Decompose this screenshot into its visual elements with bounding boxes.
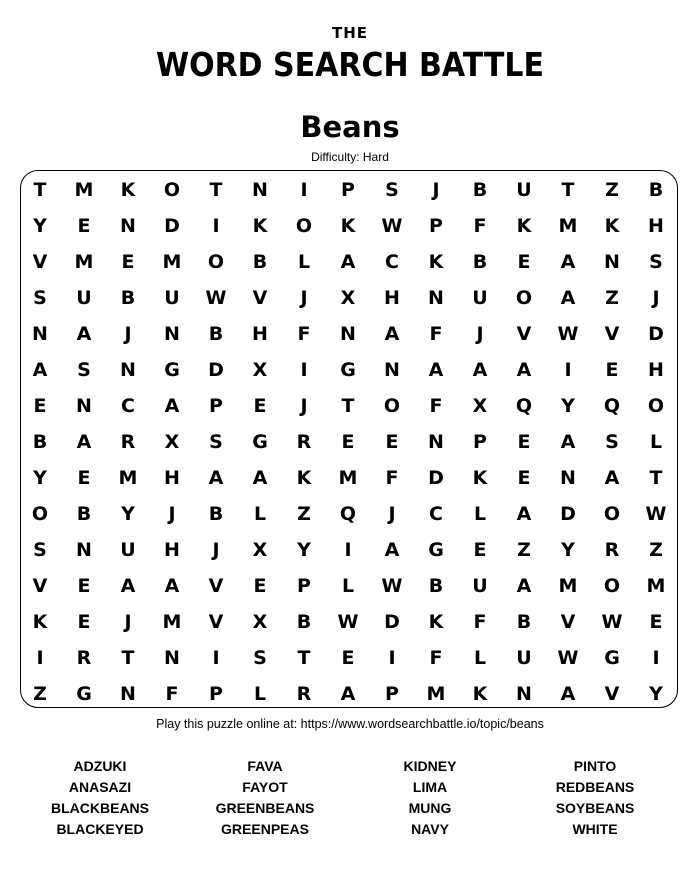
grid-cell[interactable]: M [118,467,138,489]
grid-cell[interactable]: N [428,287,444,309]
grid-cell[interactable]: W [381,575,403,597]
word-item: GREENBEANS [215,800,315,816]
grid-cell[interactable]: B [208,503,224,525]
grid-cell[interactable]: W [645,503,667,525]
grid-cell[interactable]: E [77,467,91,489]
grid-cell[interactable]: S [77,359,91,381]
grid-cell[interactable]: H [648,215,664,237]
grid-cell[interactable]: J [124,611,132,633]
word-column [185,756,345,840]
grid-cell[interactable]: F [429,323,443,345]
grid-cell[interactable]: H [252,323,268,345]
grid-cell[interactable]: D [428,467,444,489]
grid-cell[interactable]: I [212,215,220,237]
grid-cell[interactable]: M [646,575,666,597]
grid-cell[interactable]: U [472,287,488,309]
grid-cell[interactable]: S [385,179,399,201]
grid-cell[interactable]: I [300,359,308,381]
grid-row [18,640,678,676]
grid-row [18,172,678,208]
grid-cell[interactable]: U [516,647,532,669]
grid-cell[interactable]: U [516,179,532,201]
grid-cell[interactable]: M [162,611,182,633]
grid-cell[interactable]: D [164,215,180,237]
word-item: FAYOT [242,779,288,795]
word-item: ANASAZI [68,779,132,795]
grid-cell[interactable]: R [296,431,312,453]
grid-cell[interactable]: R [296,683,312,705]
grid-cell[interactable]: I [564,359,572,381]
grid-cell[interactable]: E [77,215,91,237]
word-item: FAVA [247,758,283,774]
grid-cell[interactable]: K [604,215,620,237]
grid-cell[interactable]: I [344,539,352,561]
grid-cell[interactable]: C [385,251,399,273]
grid-row [18,280,678,316]
grid-row [18,568,678,604]
grid-cell[interactable]: A [32,359,48,381]
grid-cell[interactable]: Q [603,395,621,417]
grid-cell[interactable]: M [338,467,358,489]
grid-cell[interactable]: A [604,467,620,489]
grid-cell[interactable]: J [388,503,396,525]
grid-cell[interactable]: D [384,611,400,633]
difficulty-label: Difficulty: Hard [311,150,389,164]
grid-cell[interactable]: O [163,179,181,201]
grid-cell[interactable]: B [428,575,444,597]
grid-cell[interactable]: S [253,647,267,669]
grid-cell[interactable]: W [205,287,227,309]
grid-cell[interactable]: E [605,359,619,381]
grid-cell[interactable]: T [297,647,311,669]
grid-cell[interactable]: I [652,647,660,669]
grid-cell[interactable]: E [517,467,531,489]
grid-cell[interactable]: E [77,575,91,597]
grid-cell[interactable]: T [561,179,575,201]
grid-row [18,604,678,640]
grid-cell[interactable]: U [120,539,136,561]
grid-cell[interactable]: G [428,539,444,561]
grid-cell[interactable]: H [164,467,180,489]
grid-cell[interactable]: K [516,215,532,237]
grid-cell[interactable]: L [473,647,487,669]
grid-cell[interactable]: E [517,431,531,453]
grid-cell[interactable]: A [120,575,136,597]
grid-cell[interactable]: X [340,287,356,309]
grid-cell[interactable]: Z [297,503,311,525]
grid-cell[interactable]: U [76,287,92,309]
grid-cell[interactable]: S [33,287,47,309]
grid-cell[interactable]: A [164,395,180,417]
grid-cell[interactable]: J [476,323,484,345]
grid-row [18,424,678,460]
grid-cell[interactable]: H [384,287,400,309]
grid-cell[interactable]: Z [605,287,619,309]
grid-cell[interactable]: N [560,467,576,489]
word-item: MUNG [408,800,452,816]
grid-cell[interactable]: L [253,683,267,705]
grid-cell[interactable]: L [297,251,311,273]
grid-cell[interactable]: P [297,575,311,597]
grid-cell[interactable]: W [557,647,579,669]
grid-cell[interactable]: G [340,359,356,381]
grid-cell[interactable]: N [252,179,268,201]
grid-cell[interactable]: W [337,611,359,633]
grid-cell[interactable]: F [385,467,399,489]
grid-cell[interactable]: K [296,467,312,489]
grid-cell[interactable]: A [252,467,268,489]
grid-cell[interactable]: E [341,647,355,669]
grid-cell[interactable]: L [253,503,267,525]
grid-cell[interactable]: E [649,611,663,633]
grid-cell[interactable]: P [341,179,355,201]
word-item: GREENPEAS [221,821,309,837]
word-item: SOYBEANS [555,800,635,816]
grid-cell[interactable]: K [120,179,136,201]
grid-cell[interactable]: M [558,575,578,597]
grid-cell[interactable]: N [428,431,444,453]
grid-cell[interactable]: N [120,683,136,705]
grid-cell[interactable]: A [472,359,488,381]
grid-cell[interactable]: W [381,215,403,237]
word-item: LIMA [412,779,448,795]
grid-cell[interactable]: T [649,467,663,489]
word-item: KIDNEY [403,758,457,774]
grid-cell[interactable]: B [472,251,488,273]
grid-cell[interactable]: E [253,395,267,417]
grid-cell[interactable]: V [208,611,224,633]
grid-cell[interactable]: O [647,395,665,417]
grid-cell[interactable]: E [517,251,531,273]
grid-cell[interactable]: X [252,611,268,633]
grid-row [18,460,678,496]
grid-cell[interactable]: G [164,359,180,381]
grid-cell[interactable]: N [604,251,620,273]
grid-cell[interactable]: M [74,179,94,201]
grid-cell[interactable]: V [32,251,48,273]
grid-cell[interactable]: Q [515,395,533,417]
grid-cell[interactable]: B [76,503,92,525]
grid-cell[interactable]: A [560,683,576,705]
grid-cell[interactable]: O [383,395,401,417]
grid-cell[interactable]: G [252,431,268,453]
grid-cell[interactable]: M [558,215,578,237]
grid-cell[interactable]: Z [517,539,531,561]
grid-cell[interactable]: A [560,431,576,453]
grid-cell[interactable]: I [300,179,308,201]
word-item: PINTO [573,758,617,774]
grid-cell[interactable]: V [604,683,620,705]
grid-cell[interactable]: M [426,683,446,705]
grid-cell[interactable]: U [472,575,488,597]
grid-row [18,208,678,244]
grid-cell[interactable]: R [120,431,136,453]
grid-cell[interactable]: S [649,251,663,273]
grid-cell[interactable]: V [516,323,532,345]
grid-cell[interactable]: N [384,359,400,381]
grid-cell[interactable]: G [76,683,92,705]
grid-row [18,496,678,532]
word-item: NAVY [411,821,449,837]
grid-cell[interactable]: J [300,395,308,417]
grid-cell[interactable]: A [340,251,356,273]
word-item: WHITE [572,821,618,837]
grid-cell[interactable]: A [428,359,444,381]
grid-cell[interactable]: E [77,611,91,633]
grid-cell[interactable]: K [32,611,48,633]
grid-cell[interactable]: T [341,395,355,417]
grid-cell[interactable]: F [297,323,311,345]
grid-cell[interactable]: A [164,575,180,597]
grid-cell[interactable]: I [36,647,44,669]
grid-cell[interactable]: X [472,395,488,417]
grid-cell[interactable]: A [516,575,532,597]
grid-cell[interactable]: C [429,503,443,525]
grid-cell[interactable]: N [76,539,92,561]
grid-cell[interactable]: I [388,647,396,669]
grid-cell[interactable]: Y [561,539,575,561]
grid-cell[interactable]: A [76,323,92,345]
brand-prefix: THE [331,24,369,42]
grid-cell[interactable]: K [428,611,444,633]
grid-cell[interactable]: B [516,611,532,633]
grid-cell[interactable]: Y [297,539,311,561]
grid-cell[interactable]: P [209,683,223,705]
grid-cell[interactable]: J [212,539,220,561]
grid-row [18,532,678,568]
grid-cell[interactable]: E [253,575,267,597]
grid-cell[interactable]: R [76,647,92,669]
grid-cell[interactable]: G [604,647,620,669]
grid-cell[interactable]: A [516,359,532,381]
grid-cell[interactable]: A [516,503,532,525]
grid-cell[interactable]: B [296,611,312,633]
grid-cell[interactable]: K [340,215,356,237]
grid-cell[interactable]: A [560,251,576,273]
grid-row [18,352,678,388]
grid-cell[interactable]: D [560,503,576,525]
grid-cell[interactable]: V [604,323,620,345]
grid-cell[interactable]: N [164,323,180,345]
grid-cell[interactable]: K [252,215,268,237]
grid-cell[interactable]: E [473,539,487,561]
grid-cell[interactable]: K [472,683,488,705]
grid-row [18,244,678,280]
grid-cell[interactable]: A [208,467,224,489]
grid-cell[interactable]: V [560,611,576,633]
grid-cell[interactable]: H [164,539,180,561]
grid-cell[interactable]: Y [33,467,47,489]
word-column [350,756,510,840]
grid-cell[interactable]: S [33,539,47,561]
puzzle-title: Beans [300,110,400,144]
grid-cell[interactable]: J [168,503,176,525]
grid-cell[interactable]: O [207,251,225,273]
grid-cell[interactable]: B [648,179,664,201]
grid-cell[interactable]: X [164,431,180,453]
grid-cell[interactable]: D [648,323,664,345]
grid-cell[interactable]: J [432,179,440,201]
grid-cell[interactable]: M [74,251,94,273]
grid-cell[interactable]: P [473,431,487,453]
grid-cell[interactable]: X [252,359,268,381]
grid-cell[interactable]: W [601,611,623,633]
grid-cell[interactable]: C [121,395,135,417]
grid-cell[interactable]: K [428,251,444,273]
grid-cell[interactable]: Y [121,503,135,525]
grid-cell[interactable]: A [560,287,576,309]
word-item: BLACKEYED [56,821,144,837]
grid-cell[interactable]: O [515,287,533,309]
grid-cell[interactable]: N [164,647,180,669]
grid-cell[interactable]: E [385,431,399,453]
grid-cell[interactable]: B [32,431,48,453]
grid-cell[interactable]: V [32,575,48,597]
grid-cell[interactable]: J [124,323,132,345]
grid-cell[interactable]: N [340,323,356,345]
grid-cell[interactable]: Q [339,503,357,525]
grid-cell[interactable]: T [121,647,135,669]
grid-cell[interactable]: N [516,683,532,705]
grid-cell[interactable]: U [164,287,180,309]
grid-row [18,316,678,352]
word-item: REDBEANS [555,779,635,795]
grid-cell[interactable]: O [603,503,621,525]
grid-cell[interactable]: P [209,395,223,417]
grid-cell[interactable]: O [31,503,49,525]
grid-cell[interactable]: F [473,611,487,633]
grid-cell[interactable]: V [208,575,224,597]
grid-cell[interactable]: F [473,215,487,237]
grid-cell[interactable]: P [429,215,443,237]
grid-cell[interactable]: A [384,539,400,561]
grid-cell[interactable]: Y [649,683,663,705]
grid-cell[interactable]: N [120,215,136,237]
grid-cell[interactable]: L [473,503,487,525]
grid-cell[interactable]: S [209,431,223,453]
grid-cell[interactable]: L [649,431,663,453]
grid-cell[interactable]: T [33,179,47,201]
grid-cell[interactable]: T [209,179,223,201]
grid-cell[interactable]: E [33,395,47,417]
grid-cell[interactable]: W [557,323,579,345]
grid-cell[interactable]: B [120,287,136,309]
grid-cell[interactable]: J [652,287,660,309]
grid-cell[interactable]: F [429,647,443,669]
grid-cell[interactable]: M [162,251,182,273]
grid-cell[interactable]: N [32,323,48,345]
grid-cell[interactable]: B [472,179,488,201]
grid-cell[interactable]: R [604,539,620,561]
word-column [515,756,675,840]
grid-cell[interactable]: L [341,575,355,597]
grid-cell[interactable]: I [212,647,220,669]
grid-cell[interactable]: O [603,575,621,597]
online-link-text: Play this puzzle online at: https://www.wordsearchbattle.io/topic/beans [156,717,544,731]
grid-cell[interactable]: S [605,431,619,453]
grid-cell[interactable]: A [384,323,400,345]
grid-cell[interactable]: E [121,251,135,273]
grid-cell[interactable]: B [252,251,268,273]
grid-cell[interactable]: Y [33,215,47,237]
grid-cell[interactable]: Z [33,683,47,705]
word-item: ADZUKI [73,758,127,774]
grid-cell[interactable]: B [208,323,224,345]
grid-cell[interactable]: A [340,683,356,705]
grid-cell[interactable]: V [252,287,268,309]
grid-cell[interactable]: Z [649,539,663,561]
grid-cell[interactable]: P [385,683,399,705]
grid-cell[interactable]: K [472,467,488,489]
grid-cell[interactable]: X [252,539,268,561]
grid-cell[interactable]: N [120,359,136,381]
grid-cell[interactable]: D [208,359,224,381]
grid-cell[interactable]: Z [605,179,619,201]
grid-cell[interactable]: J [300,287,308,309]
brand-logo: WORD SEARCH BATTLE [155,46,544,85]
grid-cell[interactable]: H [648,359,664,381]
grid-row [18,676,678,712]
grid-cell[interactable]: Y [561,395,575,417]
grid-row [18,388,678,424]
grid-cell[interactable]: A [76,431,92,453]
grid-cell[interactable]: F [165,683,179,705]
grid-cell[interactable]: O [295,215,313,237]
word-item: BLACKBEANS [51,800,149,816]
grid-cell[interactable]: E [341,431,355,453]
word-column [20,756,180,840]
letter-grid[interactable] [18,172,678,712]
grid-cell[interactable]: F [429,395,443,417]
grid-cell[interactable]: N [76,395,92,417]
